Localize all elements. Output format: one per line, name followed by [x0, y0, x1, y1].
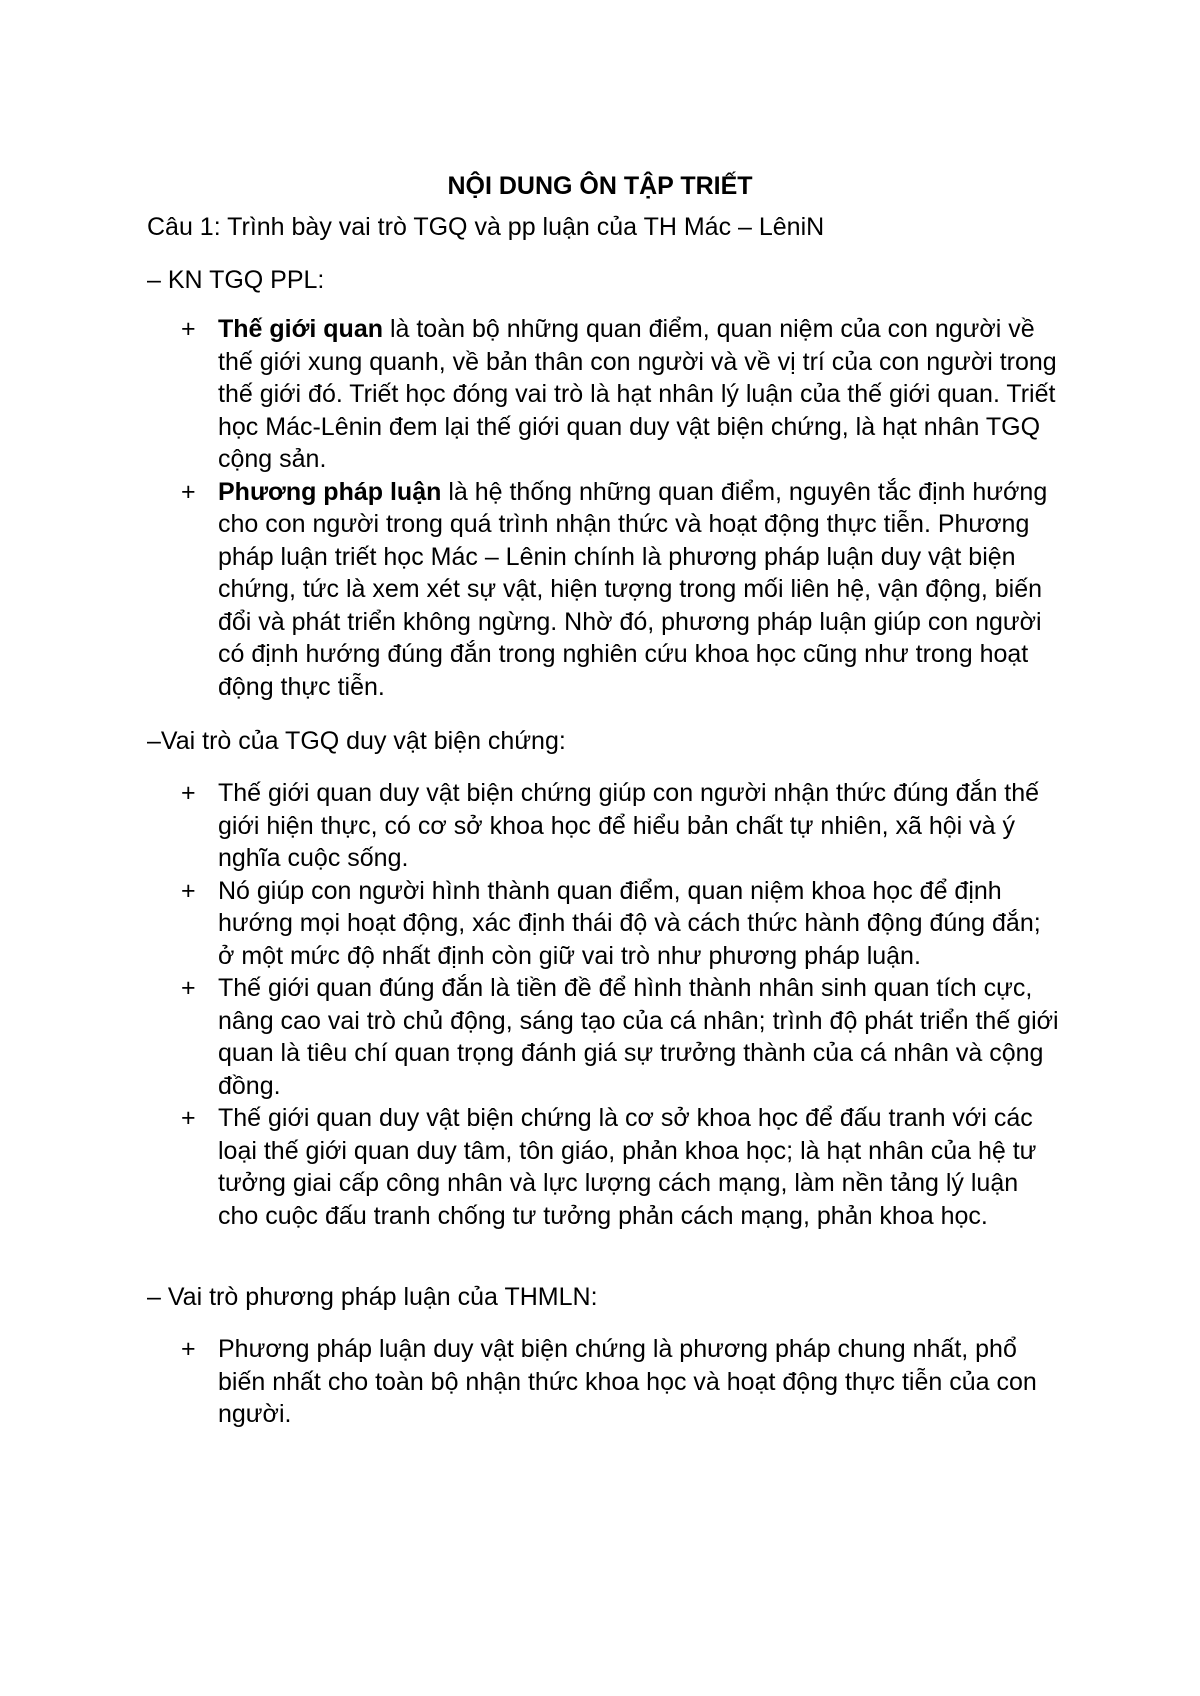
- bullet-plus: +: [181, 315, 196, 343]
- bullet-plus: +: [181, 876, 196, 905]
- bullet-plus: +: [181, 1335, 196, 1363]
- methodology-role-list: [181, 1333, 1061, 1431]
- list-item-text: [218, 313, 1061, 476]
- definition-methodology: là hệ thống những quan điểm, nguyên tắc định hướng cho con người trong quá trình nhận thức và hoạt động thực tiễn. Phương pháp luận triết học Mác – Lênin chính là phương pháp luận duy vật biện chứng, tức là xem xét sự vật, hiện tượng trong mối liên hệ, vận động, biến đổi và phát triển không ngừng. Nhờ đó, phương pháp luận giúp con người có định hướng đúng đắn trong nghiên cứu khoa học cũng như trong hoạt động thực tiễn.: [218, 477, 1048, 701]
- bullet-plus: +: [181, 477, 196, 506]
- section-heading-methodology-role: – Vai trò phương pháp luận của THMLN:: [147, 1283, 598, 1311]
- list-item: [181, 972, 1061, 1102]
- section-heading-worldview-role: –Vai trò của TGQ duy vật biện chứng:: [147, 727, 566, 755]
- question-heading: Câu 1: Trình bày vai trò TGQ và pp luận của TH Mác – LêniN: [147, 213, 825, 241]
- list-item-methodology: [181, 476, 1061, 704]
- bullet-plus: +: [181, 974, 196, 1002]
- list-item-text: Thế giới quan đúng đắn là tiền đề để hình thành nhân sinh quan tích cực, nâng cao vai trò chủ động, sáng tạo của cá nhân; trình độ phát triển thế giới quan là tiêu chí quan trọng đánh giá sự trưởng thành của cá nhân và cộng đồng.: [218, 974, 1059, 1100]
- definitions-list: [181, 313, 1061, 703]
- list-item-text: [218, 476, 1061, 704]
- list-item-text: Thế giới quan duy vật biện chứng giúp con người nhận thức đúng đắn thế giới hiện thực, có cơ sở khoa học để hiểu bản chất tự nhiên, xã hội và ý nghĩa cuộc sống.: [218, 779, 1040, 872]
- definition-worldview: là toàn bộ những quan điểm, quan niệm của con người về thế giới xung quanh, về bản thân con người và về vị trí của con người trong thế giới đó. Triết học đóng vai trò là hạt nhân lý luận của thế giới quan. Triết học Mác-Lênin đem lại thế giới quan duy vật biện chứng, là hạt nhân TGQ cộng sản.: [218, 315, 1057, 473]
- list-item-worldview: [181, 313, 1061, 476]
- bullet-plus: +: [181, 1104, 196, 1132]
- term-worldview: Thế giới quan: [218, 315, 383, 343]
- list-item: [181, 1102, 1061, 1232]
- list-item-text: Nó giúp con người hình thành quan điểm, quan niệm khoa học để định hướng mọi hoạt động, xác định thái độ và cách thức hành động đúng đắn; ở một mức độ nhất định còn giữ vai trò như phương pháp luận.: [218, 876, 1041, 970]
- section-heading-definitions: – KN TGQ PPL:: [147, 266, 325, 294]
- worldview-role-list: [181, 777, 1061, 1232]
- document-title: NỘI DUNG ÔN TẬP TRIẾT: [447, 172, 753, 200]
- bullet-plus: +: [181, 779, 196, 807]
- list-item-text: Phương pháp luận duy vật biện chứng là phương pháp chung nhất, phổ biến nhất cho toàn bộ nhận thức khoa học và hoạt động thực tiễn của con người.: [218, 1335, 1037, 1428]
- list-item: [181, 1333, 1061, 1431]
- term-methodology: Phương pháp luận: [218, 477, 442, 506]
- list-item-text: Thế giới quan duy vật biện chứng là cơ sở khoa học để đấu tranh với các loại thế giới quan duy tâm, tôn giáo, phản khoa học; là hạt nhân của hệ tư tưởng giai cấp công nhân và lực lượng cách mạng, làm nền tảng lý luận cho cuộc đấu tranh chống tư tưởng phản cách mạng, phản khoa học.: [218, 1104, 1037, 1230]
- list-item: [181, 777, 1061, 875]
- list-item: [181, 875, 1061, 973]
